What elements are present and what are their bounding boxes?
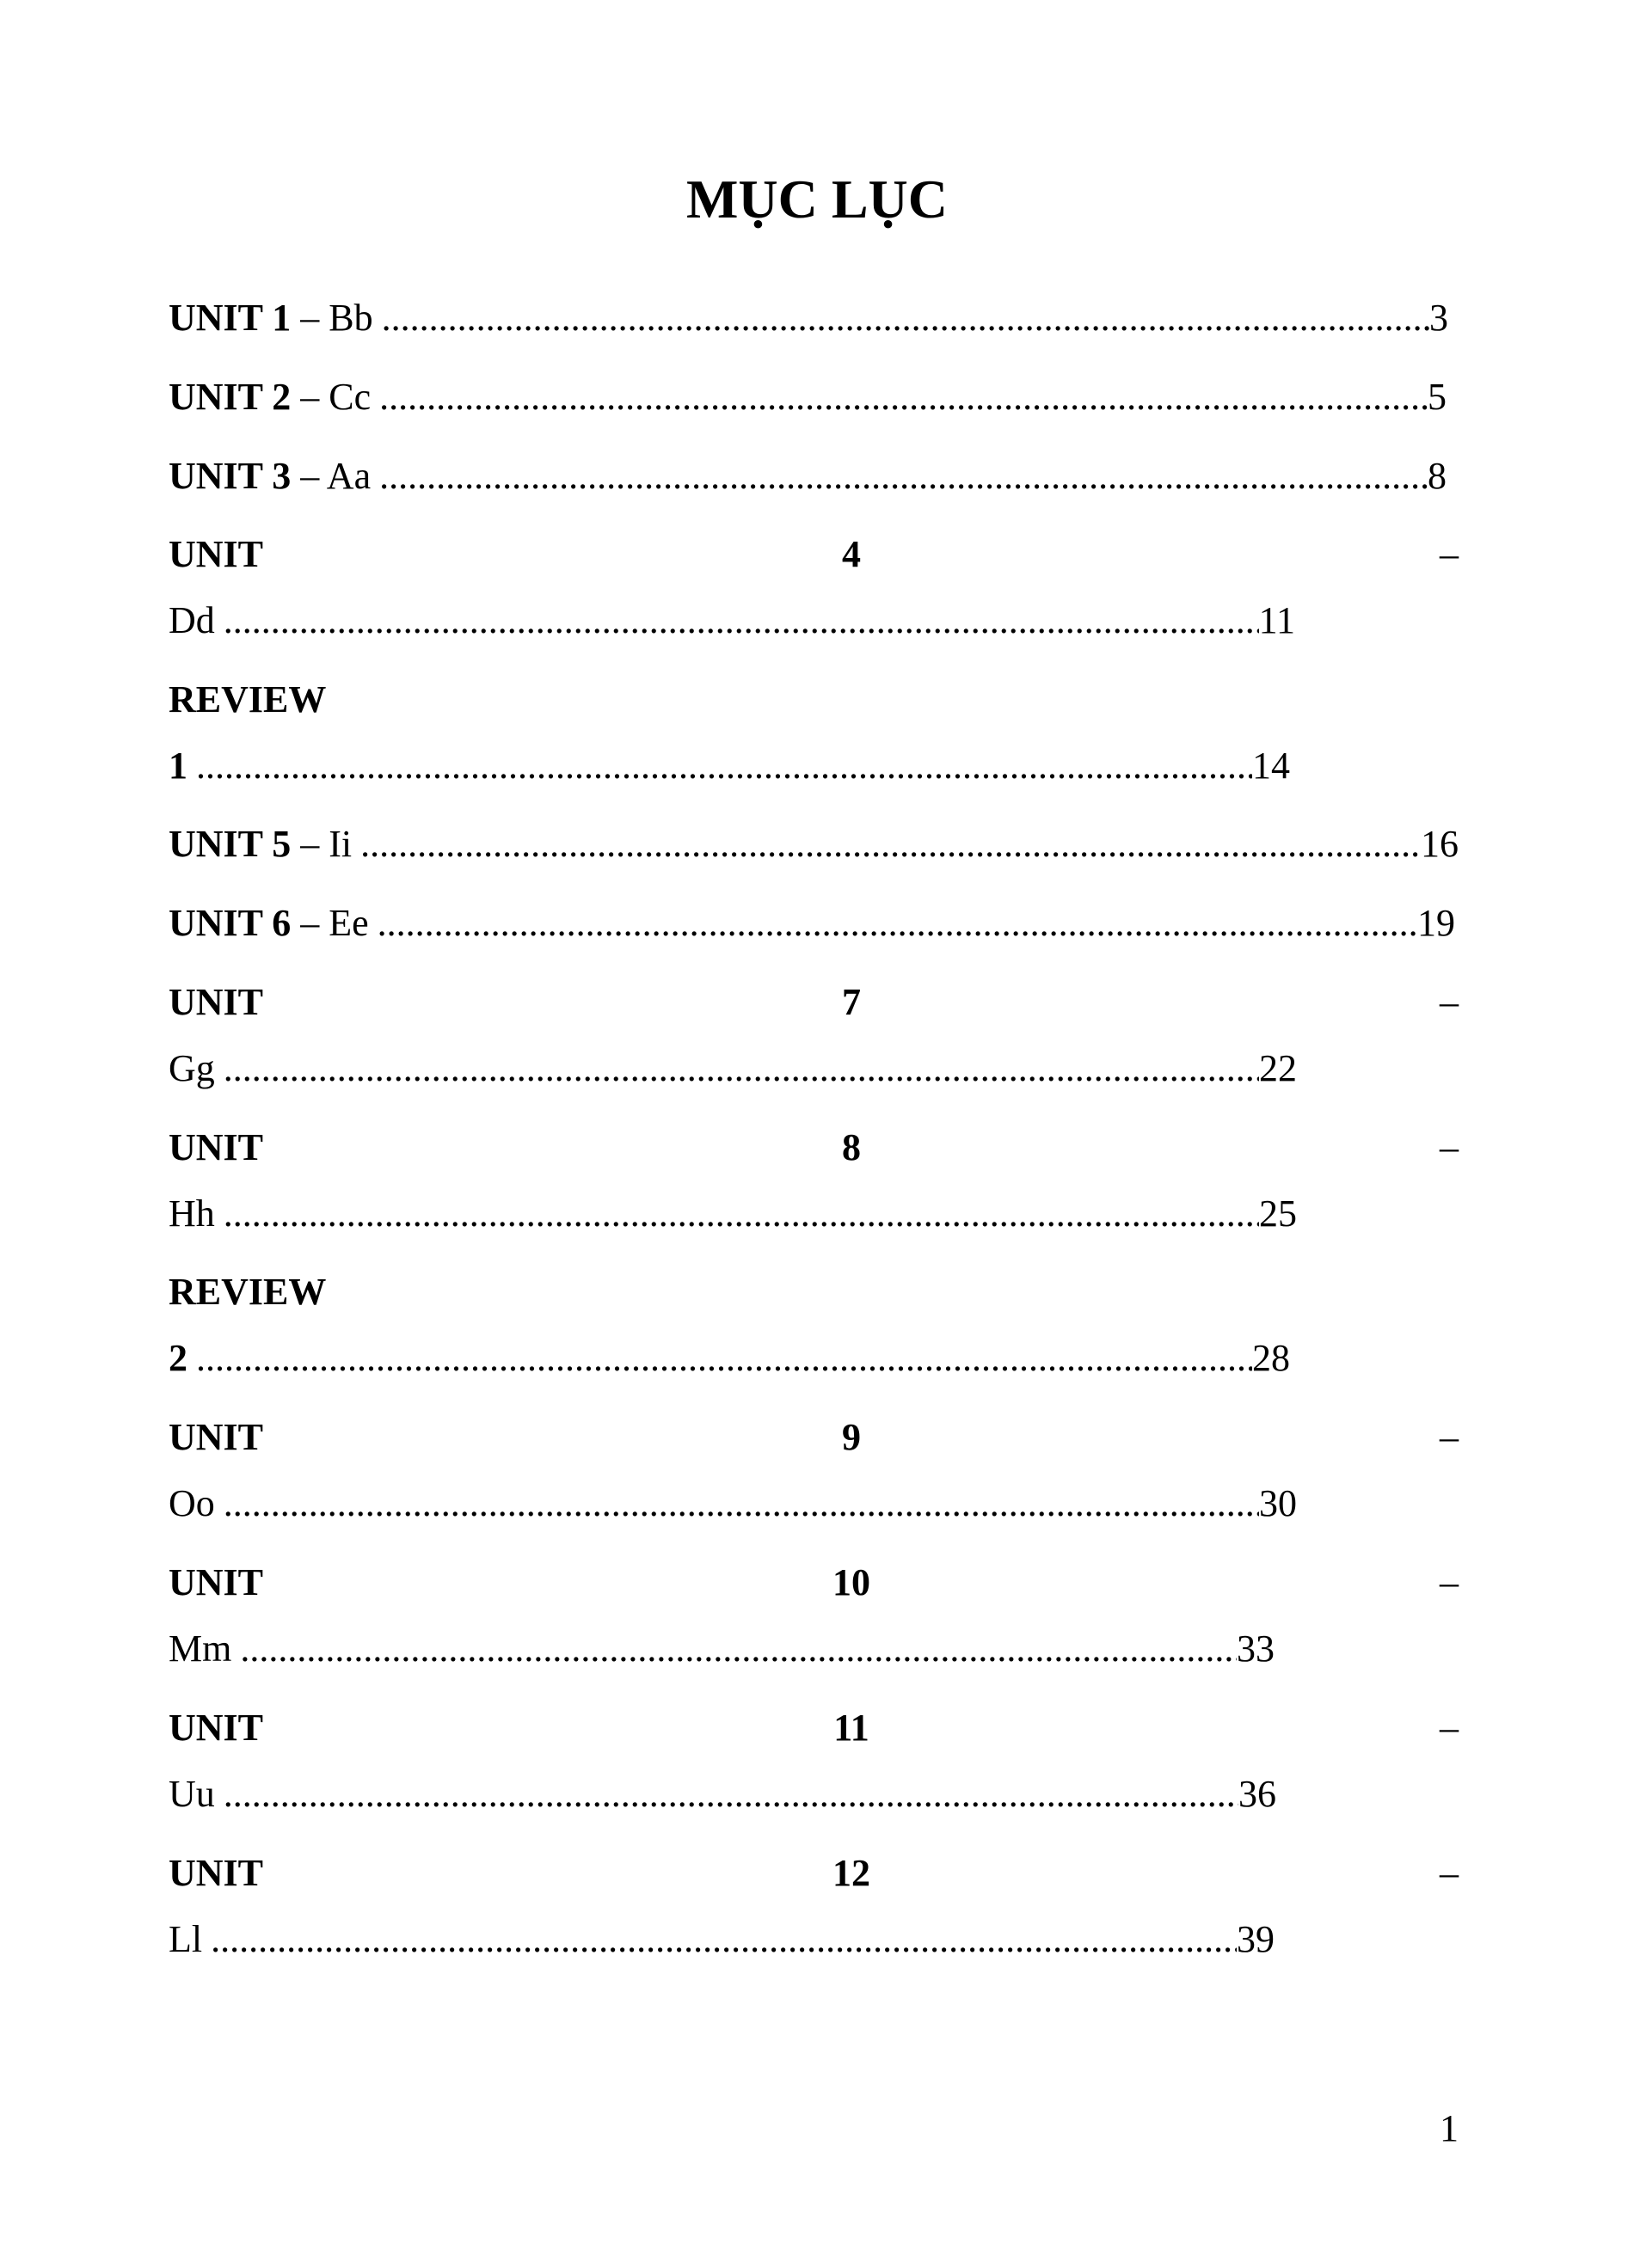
dot-leader bbox=[211, 1921, 1237, 1958]
entry-dash: – bbox=[1440, 1852, 1459, 1894]
entry-label: UNIT bbox=[169, 1126, 264, 1168]
dot-leader bbox=[379, 378, 1428, 416]
toc-entry-unit-11-heading[interactable] bbox=[169, 1709, 1459, 1754]
entry-page: 39 bbox=[1237, 1921, 1275, 1960]
page-title: MỤC LỤC bbox=[686, 169, 948, 230]
toc-entry-unit-12[interactable] bbox=[169, 1921, 1275, 1965]
entry-dash: – bbox=[1440, 1561, 1459, 1603]
entry-page: 36 bbox=[1238, 1775, 1276, 1815]
entry-page: 3 bbox=[1429, 299, 1448, 339]
dot-leader bbox=[379, 457, 1428, 495]
dot-leader bbox=[196, 747, 1252, 785]
entry-page: 19 bbox=[1417, 904, 1455, 944]
entry-title: Gg bbox=[169, 1050, 215, 1089]
entry-dash: – bbox=[1439, 1707, 1459, 1749]
dot-leader bbox=[224, 602, 1259, 640]
entry-page: 25 bbox=[1259, 1195, 1297, 1235]
entry-title: Uu bbox=[169, 1775, 215, 1815]
entry-dash: – bbox=[1440, 1416, 1459, 1458]
entry-label: UNIT 1 bbox=[169, 299, 292, 339]
toc-entry-unit-10-heading[interactable] bbox=[169, 1561, 1459, 1609]
toc-entry-unit-6[interactable] bbox=[169, 904, 1455, 949]
toc-entry-review-1-heading[interactable] bbox=[169, 681, 326, 726]
entry-label: UNIT bbox=[169, 1561, 264, 1603]
entry-page: 28 bbox=[1252, 1339, 1290, 1379]
entry-page: 8 bbox=[1428, 457, 1447, 497]
entry-page: 33 bbox=[1237, 1630, 1275, 1670]
entry-page: 11 bbox=[1258, 602, 1295, 641]
page-number: 1 bbox=[1440, 2107, 1459, 2149]
toc-entry-unit-9[interactable] bbox=[169, 1485, 1297, 1529]
entry-label: REVIEW bbox=[169, 681, 327, 720]
dot-leader bbox=[240, 1630, 1237, 1668]
entry-label: UNIT bbox=[169, 981, 264, 1023]
dot-leader bbox=[224, 1050, 1259, 1088]
dot-leader bbox=[224, 1195, 1259, 1233]
toc-entry-unit-7[interactable] bbox=[169, 1050, 1297, 1094]
entry-title: – Aa bbox=[300, 457, 372, 497]
entry-title: – Bb bbox=[300, 299, 373, 339]
toc-entry-unit-4[interactable] bbox=[169, 602, 1295, 647]
toc-entry-review-2[interactable] bbox=[169, 1339, 1290, 1384]
entry-dash: – bbox=[1440, 981, 1459, 1023]
toc-entry-unit-5[interactable] bbox=[169, 825, 1459, 870]
entry-page: 30 bbox=[1259, 1485, 1297, 1524]
toc-entry-unit-9-heading[interactable] bbox=[169, 1416, 1459, 1463]
entry-title: – Ii bbox=[300, 825, 353, 865]
dot-leader bbox=[196, 1339, 1252, 1377]
entry-title: Ll bbox=[169, 1921, 203, 1960]
dot-leader bbox=[378, 904, 1417, 942]
toc-entry-unit-10[interactable] bbox=[169, 1630, 1275, 1675]
dot-leader bbox=[360, 825, 1421, 863]
entry-number: 12 bbox=[832, 1852, 871, 1894]
entry-number: 1 bbox=[169, 747, 187, 787]
entry-number: 10 bbox=[832, 1561, 871, 1603]
entry-dash: – bbox=[1440, 1126, 1459, 1168]
entry-label: UNIT 5 bbox=[169, 825, 292, 865]
entry-label: UNIT bbox=[169, 1852, 264, 1894]
entry-title: Hh bbox=[169, 1195, 215, 1235]
entry-title: – Ee bbox=[300, 904, 369, 944]
toc-entry-unit-8-heading[interactable] bbox=[169, 1126, 1459, 1174]
entry-title: – Cc bbox=[300, 378, 372, 418]
toc-entry-unit-4-heading[interactable] bbox=[169, 533, 1459, 580]
toc-entry-unit-2[interactable] bbox=[169, 378, 1447, 423]
entry-page: 16 bbox=[1421, 825, 1459, 865]
entry-label: UNIT 6 bbox=[169, 904, 292, 944]
entry-number: 2 bbox=[169, 1339, 187, 1379]
entry-label: UNIT 2 bbox=[169, 378, 292, 418]
dot-leader bbox=[224, 1775, 1238, 1813]
toc-entry-unit-1[interactable] bbox=[169, 299, 1448, 344]
toc-entry-unit-7-heading[interactable] bbox=[169, 981, 1459, 1028]
toc-entry-review-1[interactable] bbox=[169, 747, 1290, 792]
dot-leader bbox=[224, 1485, 1259, 1523]
toc-entry-unit-3[interactable] bbox=[169, 457, 1447, 502]
entry-label: UNIT 3 bbox=[169, 457, 292, 497]
toc-entry-review-2-heading[interactable] bbox=[169, 1273, 326, 1318]
dot-leader bbox=[382, 299, 1429, 337]
entry-number: 8 bbox=[842, 1126, 862, 1168]
entry-number: 4 bbox=[842, 533, 862, 575]
entry-title: Oo bbox=[169, 1485, 215, 1524]
entry-page: 14 bbox=[1252, 747, 1290, 787]
toc-entry-unit-11[interactable] bbox=[169, 1775, 1276, 1820]
entry-number: 9 bbox=[842, 1416, 862, 1458]
entry-label: UNIT bbox=[169, 1416, 264, 1458]
entry-label: UNIT bbox=[169, 533, 264, 575]
entry-number: 11 bbox=[833, 1707, 869, 1749]
entry-number: 7 bbox=[842, 981, 862, 1023]
toc-entry-unit-12-heading[interactable] bbox=[169, 1854, 1459, 1899]
entry-page: 5 bbox=[1428, 378, 1447, 418]
entry-label: UNIT bbox=[169, 1707, 264, 1749]
entry-title: Dd bbox=[169, 602, 215, 641]
toc-entry-unit-8[interactable] bbox=[169, 1195, 1297, 1240]
entry-dash: – bbox=[1440, 533, 1459, 575]
entry-title: Mm bbox=[169, 1630, 232, 1670]
entry-label: REVIEW bbox=[169, 1273, 327, 1313]
entry-page: 22 bbox=[1259, 1050, 1297, 1089]
